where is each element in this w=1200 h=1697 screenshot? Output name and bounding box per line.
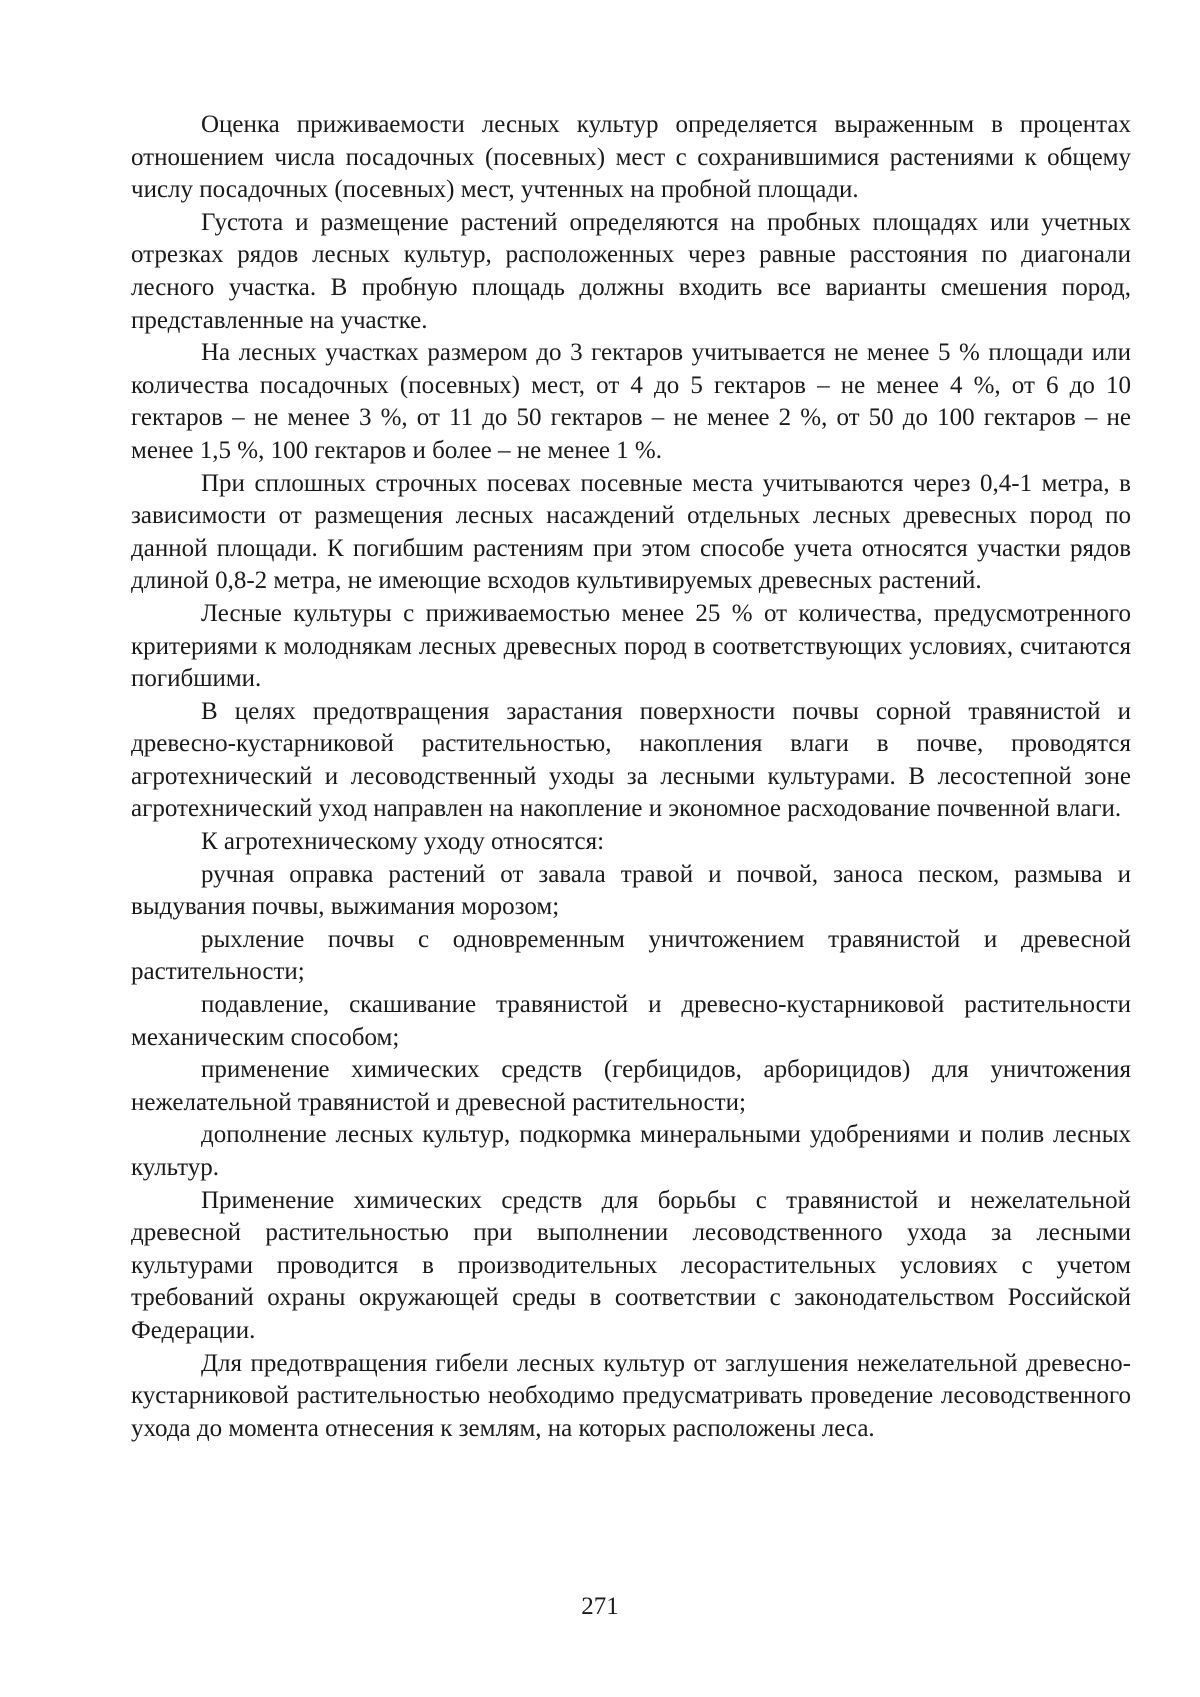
document-body — [131, 109, 1131, 1445]
page-number: 271 — [581, 1593, 619, 1620]
paragraph-dead-cultures: Лесные культуры с приживаемостью менее 25 % от количества, предусмотренного критериями к молоднякам лесных древесных пород в соответствующих условиях, считаются погибшими. — [131, 599, 1131, 693]
paragraph-prevent-loss: Для предотвращения гибели лесных культур от заглушения нежелательной древесно-кустарниковой растительностью необходимо предусматривать проведение лесоводственного ухода до момента отнесения к землям, на которых расположены леса. — [131, 1349, 1131, 1442]
paragraph-loosening: рыхление почвы с одновременным уничтожением травянистой и древесной растительности; — [131, 925, 1131, 986]
paragraph-agrotech-intro: К агротехническому уходу относятся: — [201, 828, 605, 856]
paragraph-survival-assessment: Оценка приживаемости лесных культур определяется выраженным в процентах отношением числа посадочных (посевных) мест с сохранившимися растениями к общему числу посадочных (посевных) мест, учтенных на пробной площади. — [131, 111, 1131, 204]
paragraph-care-purpose: В целях предотвращения зарастания поверхности почвы сорной травянистой и древесно-кустарниковой растительностью, накопления влаги в почве, проводятся агротехнический и лесоводственный уходы за лесными культурами. В лесостепной зоне агротехнический уход направлен на накопление и экономное расходование почвенной влаги. — [131, 697, 1131, 823]
paragraph-chemicals: применение химических средств (гербицидов, арборицидов) для уничтожения нежелательной травянистой и древесной растительности; — [131, 1056, 1131, 1116]
paragraph-plot-percentages: На лесных участках размером до 3 гектаров учитывается не менее 5 % площади или количества посадочных (посевных) мест, от 4 до 5 гектаров – не менее 4 %, от 6 до 10 гектаров – не менее 3 %, от 11 до 50 гектаров – не менее 2 %, от 50 до 100 гектаров – не менее 1,5 %, 100 гектаров и более – не менее 1 %. — [131, 339, 1131, 464]
paragraph-row-sowing: При сплошных строчных посевах посевные места учитываются через 0,4-1 метра, в зависимости от размещения лесных насаждений отдельных лесных древесных пород по данной площади. К погибшим растениям при этом способе учета относятся участки рядов длиной 0,8-2 метра, не имеющие всходов культивируемых древесных растений. — [131, 469, 1131, 595]
paragraph-chemical-application: Применение химических средств для борьбы с травянистой и нежелательной древесной растительностью при выполнении лесоводственного ухода за лесными культурами проводится в производительных лесорастительных условиях с учетом требований охраны окружающей среды в соответствии с законодательством Российской Федерации. — [131, 1186, 1131, 1344]
paragraph-mowing: подавление, скашивание травянистой и древесно-кустарниковой растительности механическим способом; — [131, 991, 1131, 1051]
paragraph-manual-straightening: ручная оправка растений от завала травой и почвой, заноса песком, размыва и выдувания почвы, выжимания морозом; — [131, 860, 1131, 921]
paragraph-fertilizing: дополнение лесных культур, подкормка минеральными удобрениями и полив лесных культур. — [131, 1121, 1131, 1181]
paragraph-density-placement: Густота и размещение растений определяются на пробных площадях или учетных отрезках рядов лесных культур, расположенных через равные расстояния по диагонали лесного участка. В пробную площадь должны входить все варианты смешения пород, представленные на участке. — [131, 208, 1131, 334]
